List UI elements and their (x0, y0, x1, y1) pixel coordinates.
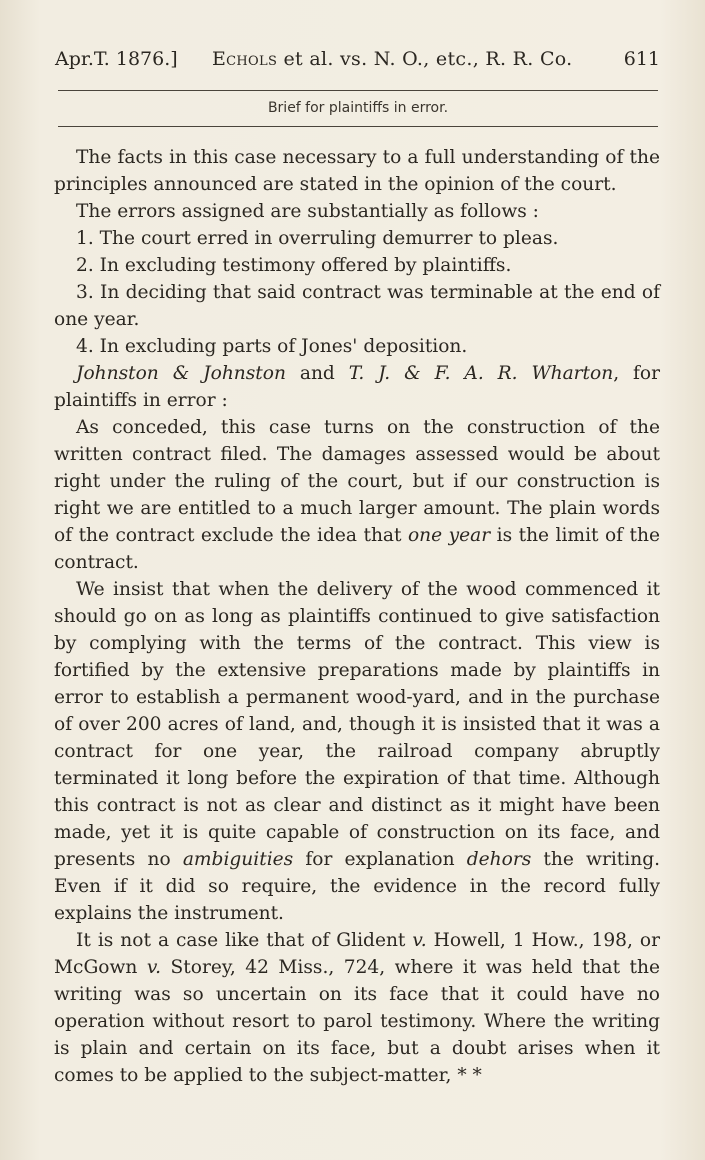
counsel-name-1: Johnston & Johnston (76, 363, 286, 384)
p8-part-a: As conceded, this case turns on the construction of the written contract filed. The damages assessed would be about right under the ruling of the court, but if our construction is right we are entitled to a much larger amount. The plain words of the contract exclude the idea that (54, 417, 660, 546)
paragraph-delivery (54, 576, 660, 927)
error-item-1: 1. The court erred in overruling demurrer to pleas. (76, 228, 559, 249)
counsel-rest: , for plaintiffs in error : (54, 363, 660, 411)
error-item-3: 3. In deciding that said contract was terminable at the end of one year. (54, 282, 660, 330)
body-text (54, 144, 660, 1089)
p9-part-a: We insist that when the delivery of the wood commenced it should go on as long as plaintiffs continued to give satisfaction by complying with the terms of the contract. This view is fortified by the extensive preparations made by plaintiffs in error to establish a permanent wood-yard, and in the purchase of over 200 acres of land, and, though it is insisted that it was a contract for one year, the railroad company abruptly terminated it long before the expiration of that time. Although this contract is not as clear and distinct as it might have been made, yet it is quite capable of construction on its face, and presents no (54, 579, 660, 870)
case-title-caps: chols (226, 48, 278, 70)
p10-part-b: Howell, 1 How., 198, or McGown (54, 930, 660, 978)
page-number: 611 (623, 48, 660, 70)
paragraph-facts: The facts in this case necessary to a full understanding of the principles announced are stated in the opinion of the court. (54, 147, 660, 195)
p10-part-a: It is not a case like that of Glident (76, 930, 413, 951)
paragraph-errors-intro: The errors assigned are substantially as follows : (76, 201, 539, 222)
error-item-4: 4. In excluding parts of Jones' deposition. (76, 336, 468, 357)
case-title-rest: et al. vs. N. O., etc., R. R. Co. (277, 48, 573, 70)
header-date: Apr.T. 1876.] (55, 48, 178, 70)
p9-part-b: for explanation (293, 849, 467, 870)
running-head (55, 44, 660, 74)
paragraph-glident (54, 927, 660, 1089)
case-title-lead: E (212, 48, 227, 70)
header-rule-top (58, 90, 658, 91)
paragraph-counsel (54, 360, 660, 414)
error-item-2: 2. In excluding testimony offered by plaintiffs. (76, 255, 512, 276)
p9-part-c: the writing. Even if it did so require, the evidence in the record fully explains the instrument. (54, 849, 661, 924)
header-rule-bottom (58, 126, 658, 127)
p8-emphasis: one year (407, 525, 491, 546)
p10-versus-2: v. (146, 957, 162, 978)
counsel-and: and (285, 363, 349, 384)
p10-part-c: Storey, 42 Miss., 724, where it was held that the writing was so uncertain on its face that it could have no operation without resort to parol testimony. Where the writing is plain and certain on its face, but a doubt arises when it comes to be applied to the subject-matter, * * (54, 957, 660, 1086)
counsel-name-2: T. J. & F. A. R. Wharton (348, 363, 614, 384)
p9-emphasis-2: dehors (466, 849, 532, 870)
header-case-title (212, 44, 573, 74)
p9-emphasis-1: ambiguities (182, 849, 294, 870)
p10-versus-1: v. (412, 930, 427, 951)
p8-part-b: is the limit of the contract. (54, 525, 660, 573)
paragraph-construction (54, 414, 660, 576)
section-label: Brief for plaintiffs in error. (267, 100, 449, 116)
